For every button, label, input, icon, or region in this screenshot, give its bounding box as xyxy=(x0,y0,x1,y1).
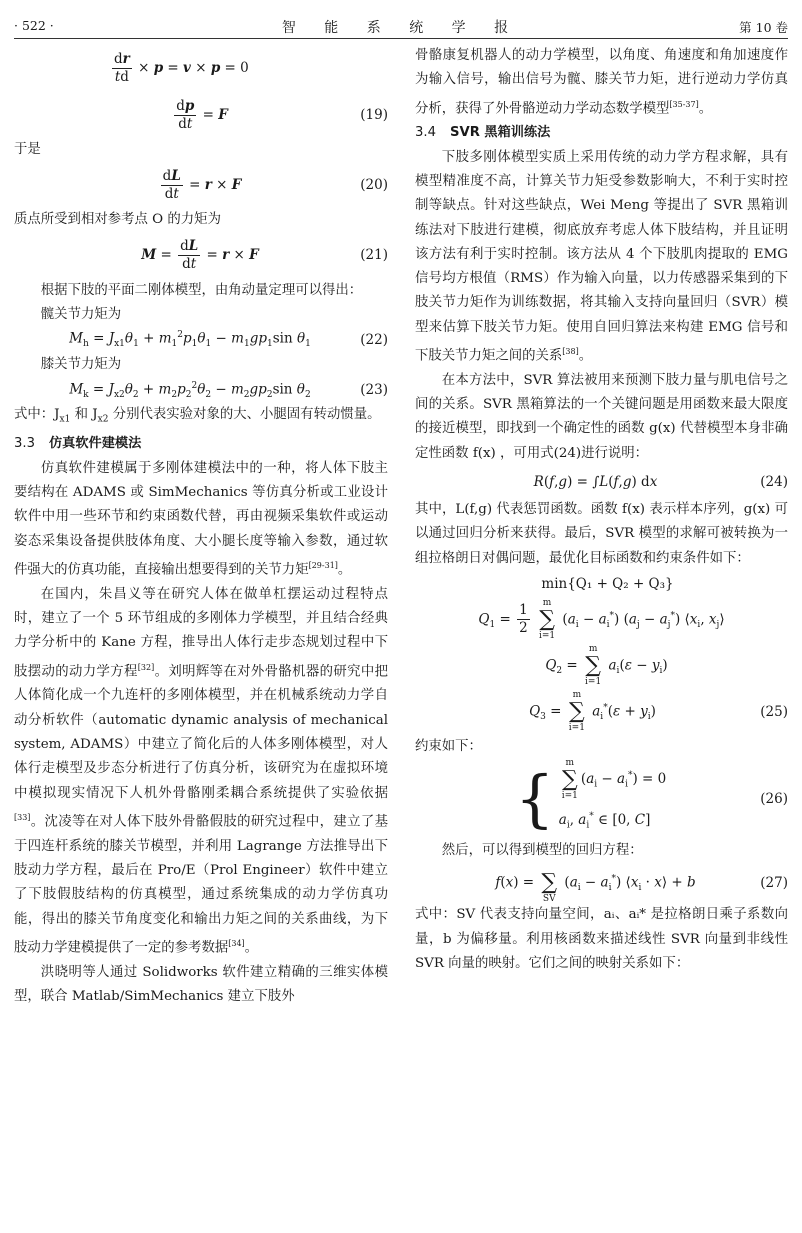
paragraph: 式中：SV 代表支持向量空间，aᵢ、aᵢ* 是拉格朗日乘子系数向量，b 为偏移量。利用核函数来描述线性 SVR 向量到非线性 SVR 向量的映射。它们之间的映射关系如下： xyxy=(415,907,788,972)
equation-number: (23) xyxy=(360,382,388,399)
equation-25-q3: $Q_3$ = m ∑ i=1 $a_i^*(\varepsilon + y_i)$ (25) xyxy=(529,689,788,733)
equation-a: $\frac{dr}{td}$ × p = v × p = 0 xyxy=(114,50,249,85)
equation-24: R(f,g) = ∫L(f,g) dx (24) xyxy=(415,466,788,498)
equation-number: (22) xyxy=(360,332,388,349)
equation-27: f(x) = ∑ SV $(a_i - a_i^*)$ $⟨x_i$ · x⟩ + b (27) xyxy=(495,870,788,905)
equation-number: (26) xyxy=(760,791,788,808)
journal-title: 智 能 系 统 学 报 xyxy=(281,20,521,36)
equation-number: (27) xyxy=(760,875,788,892)
volume-label: 第 10 卷 xyxy=(739,20,788,35)
equation-23: $M_k = J_{x2}\theta_2 + m_2p_2^2\theta_2 - m_2gp_2\sin$ $\theta_2$ (23) xyxy=(14,377,388,403)
paragraph: 骨骼康复机器人的动力学模型，以角度、角速度和角加速度作为输入信号，输出信号为髋、膝关节力矩，进行逆动力学仿真分析，获得了外骨骼逆动力学动态数学模型[35-37]。 xyxy=(415,48,788,117)
section-heading-3-3: 3.3 仿真软件建模法 xyxy=(14,436,142,452)
paragraph: 膝关节力矩为 xyxy=(40,357,122,373)
paragraph: 约束如下： xyxy=(415,738,482,754)
paragraph: 在国内，朱昌义等在研究人体在做单杠摆运动过程特点时，建立了一个 5 环节组成的多刚体力学模型，并且结合经典力学分析中的 Kane 方程，推导出人体行走步态规划过程中下肢摆动的动力学方程[32]。刘明辉等在对外骨骼机器的研究中把人体简化成一个九连杆的多刚体模型，并在机械系统动力学自动分析软件（automatic dynamic analysis of mechanical system, ADAMS）中建立了简化后的人体多刚体模型，对人体行走模型及步态分析进行了仿真分析，该研究为在虚拟环境中模拟现实情况下人机外骨骼刚柔耦合系统提供了实验依据[33]。沈凌等在对人体下肢外骨骼假肢的研究过程中，建立了基于四连杆系统的膝关节模型，并利用 Lagrange 方法推导出下肢动力学方程，最后在 Pro/E（Prol Engineer）软件中建立了下肢假肢结构的仿真模型，通过系统集成的动力学仿真功能，得出的膝关节角度变化和输出力矩之间的关系曲线，为下肢动力学建模提供了一定的参考数据[34]。 xyxy=(14,586,389,956)
right-column xyxy=(415,44,788,1223)
equation-25-q2: $Q_2$ = m ∑ i=1 $a_i(\varepsilon - y_i)$ xyxy=(545,643,668,687)
equation-number: (25) xyxy=(760,703,788,720)
equation-number: (24) xyxy=(760,473,788,490)
page-header xyxy=(14,14,788,36)
equation-19: $\frac{dp}{dt}$ = F (19) xyxy=(176,97,388,132)
left-column xyxy=(14,44,388,1223)
paragraph: 仿真软件建模属于多刚体建模法中的一种，将人体下肢主要结构在 ADAMS 或 SimMechanics 等仿真分析或工业设计软件中用一些环节和约束函数代替，再由视频采集软件或运动姿态采集设备提供肢体角度、大小腿长度等输入参数，通过软件强大的仿真功能，直接输出想要得到的关节力矩[29-31]。 xyxy=(14,460,388,578)
equation-26: { m ∑ i=1 $(a_i - a_i^*) = 0$ $a_i$, $a_i^*$ ∈ [0, C] (26) xyxy=(515,757,788,836)
equation-min: min{Q₁ + Q₂ + Q₃} xyxy=(541,575,674,592)
paragraph: 下肢多刚体模型实质上采用传统的动力学方程求解，具有模型精准度不高，计算关节力矩受参数影响大，不利于实时控制等缺点。针对这些缺点，Wei Meng 等提出了 SVR 黑箱训练法对下肢进行建模，彻底放弃考虑人体下肢结构，并且证明该方法有利于实时控制。该方法从 4 个下肢肌肉提取的 EMG 信号均方根值（RMS）作为输入向量，以力传感器采集到的下肢关节力矩作为训练数据，将其输入支持向量回归（SVR）模型来估算下肢关节力矩。使用自回归算法来构建 EMG 信号和下肢关节力矩之间的关系[38]。 xyxy=(415,149,788,364)
equation-20: $\frac{dL}{dt}$ = r × F (20) xyxy=(162,167,388,202)
equation-22: $M_h = J_{x1}\theta_1 + m_1^2p_1\theta_1 - m_1gp_1\sin$ $\theta_1$ (22) xyxy=(14,327,388,353)
equation-number: (20) xyxy=(360,177,388,194)
equation-25-q1: $Q_1$ = $\frac{1}{2}$ m ∑ i=1 $(a_i - a_i^*) (a_j - a_j^*)$ $⟨x_i$, $x_j⟩$ xyxy=(478,597,725,641)
page-number: · 522 · xyxy=(14,18,54,33)
paragraph: 在本方法中，SVR 算法被用来预测下肢力量与肌电信号之间的关系。SVR 黑箱算法的一个关键问题是用函数来最大限度的接近模型，即找到一个确定性的函数 g(x) 代替模型本身非确定性函数 f(x) ，可用式(24)进行说明： xyxy=(415,372,788,461)
paragraph: 根据下肢的平面二刚体模型，由角动量定理可以得出： xyxy=(40,282,363,298)
equation-21: M = $\frac{dL}{dt}$ = r × F (21) xyxy=(141,238,388,273)
paragraph: 于是 xyxy=(14,142,41,157)
equation-number: (19) xyxy=(360,106,388,123)
paragraph: 式中：$J_{x1}$ 和 $J_{x2}$ 分别代表实验对象的大、小腿固有转动惯量。 xyxy=(14,407,381,426)
paragraph: 洪晓明等人通过 Solidworks 软件建立精确的三维实体模型，联合 Matlab/SimMechanics 建立下肢外 xyxy=(14,964,388,1004)
paragraph: 质点所受到相对参考点 O 的力矩为 xyxy=(14,212,221,228)
section-heading-3-4: 3.4 SVR 黑箱训练法 xyxy=(415,125,551,141)
paragraph: 髋关节力矩为 xyxy=(40,306,122,322)
header-rule xyxy=(14,38,788,39)
paragraph: 然后，可以得到模型的回归方程： xyxy=(441,843,643,859)
equation-number: (21) xyxy=(360,247,388,264)
paragraph: 其中，L(f,g) 代表惩罚函数。函数 f(x) 表示样本序列，g(x) 可以通过回归分析来获得。最后，SVR 模型的求解可被转换为一组拉格朗日对偶问题，最优化目标函数和约束条件如下： xyxy=(415,501,788,566)
